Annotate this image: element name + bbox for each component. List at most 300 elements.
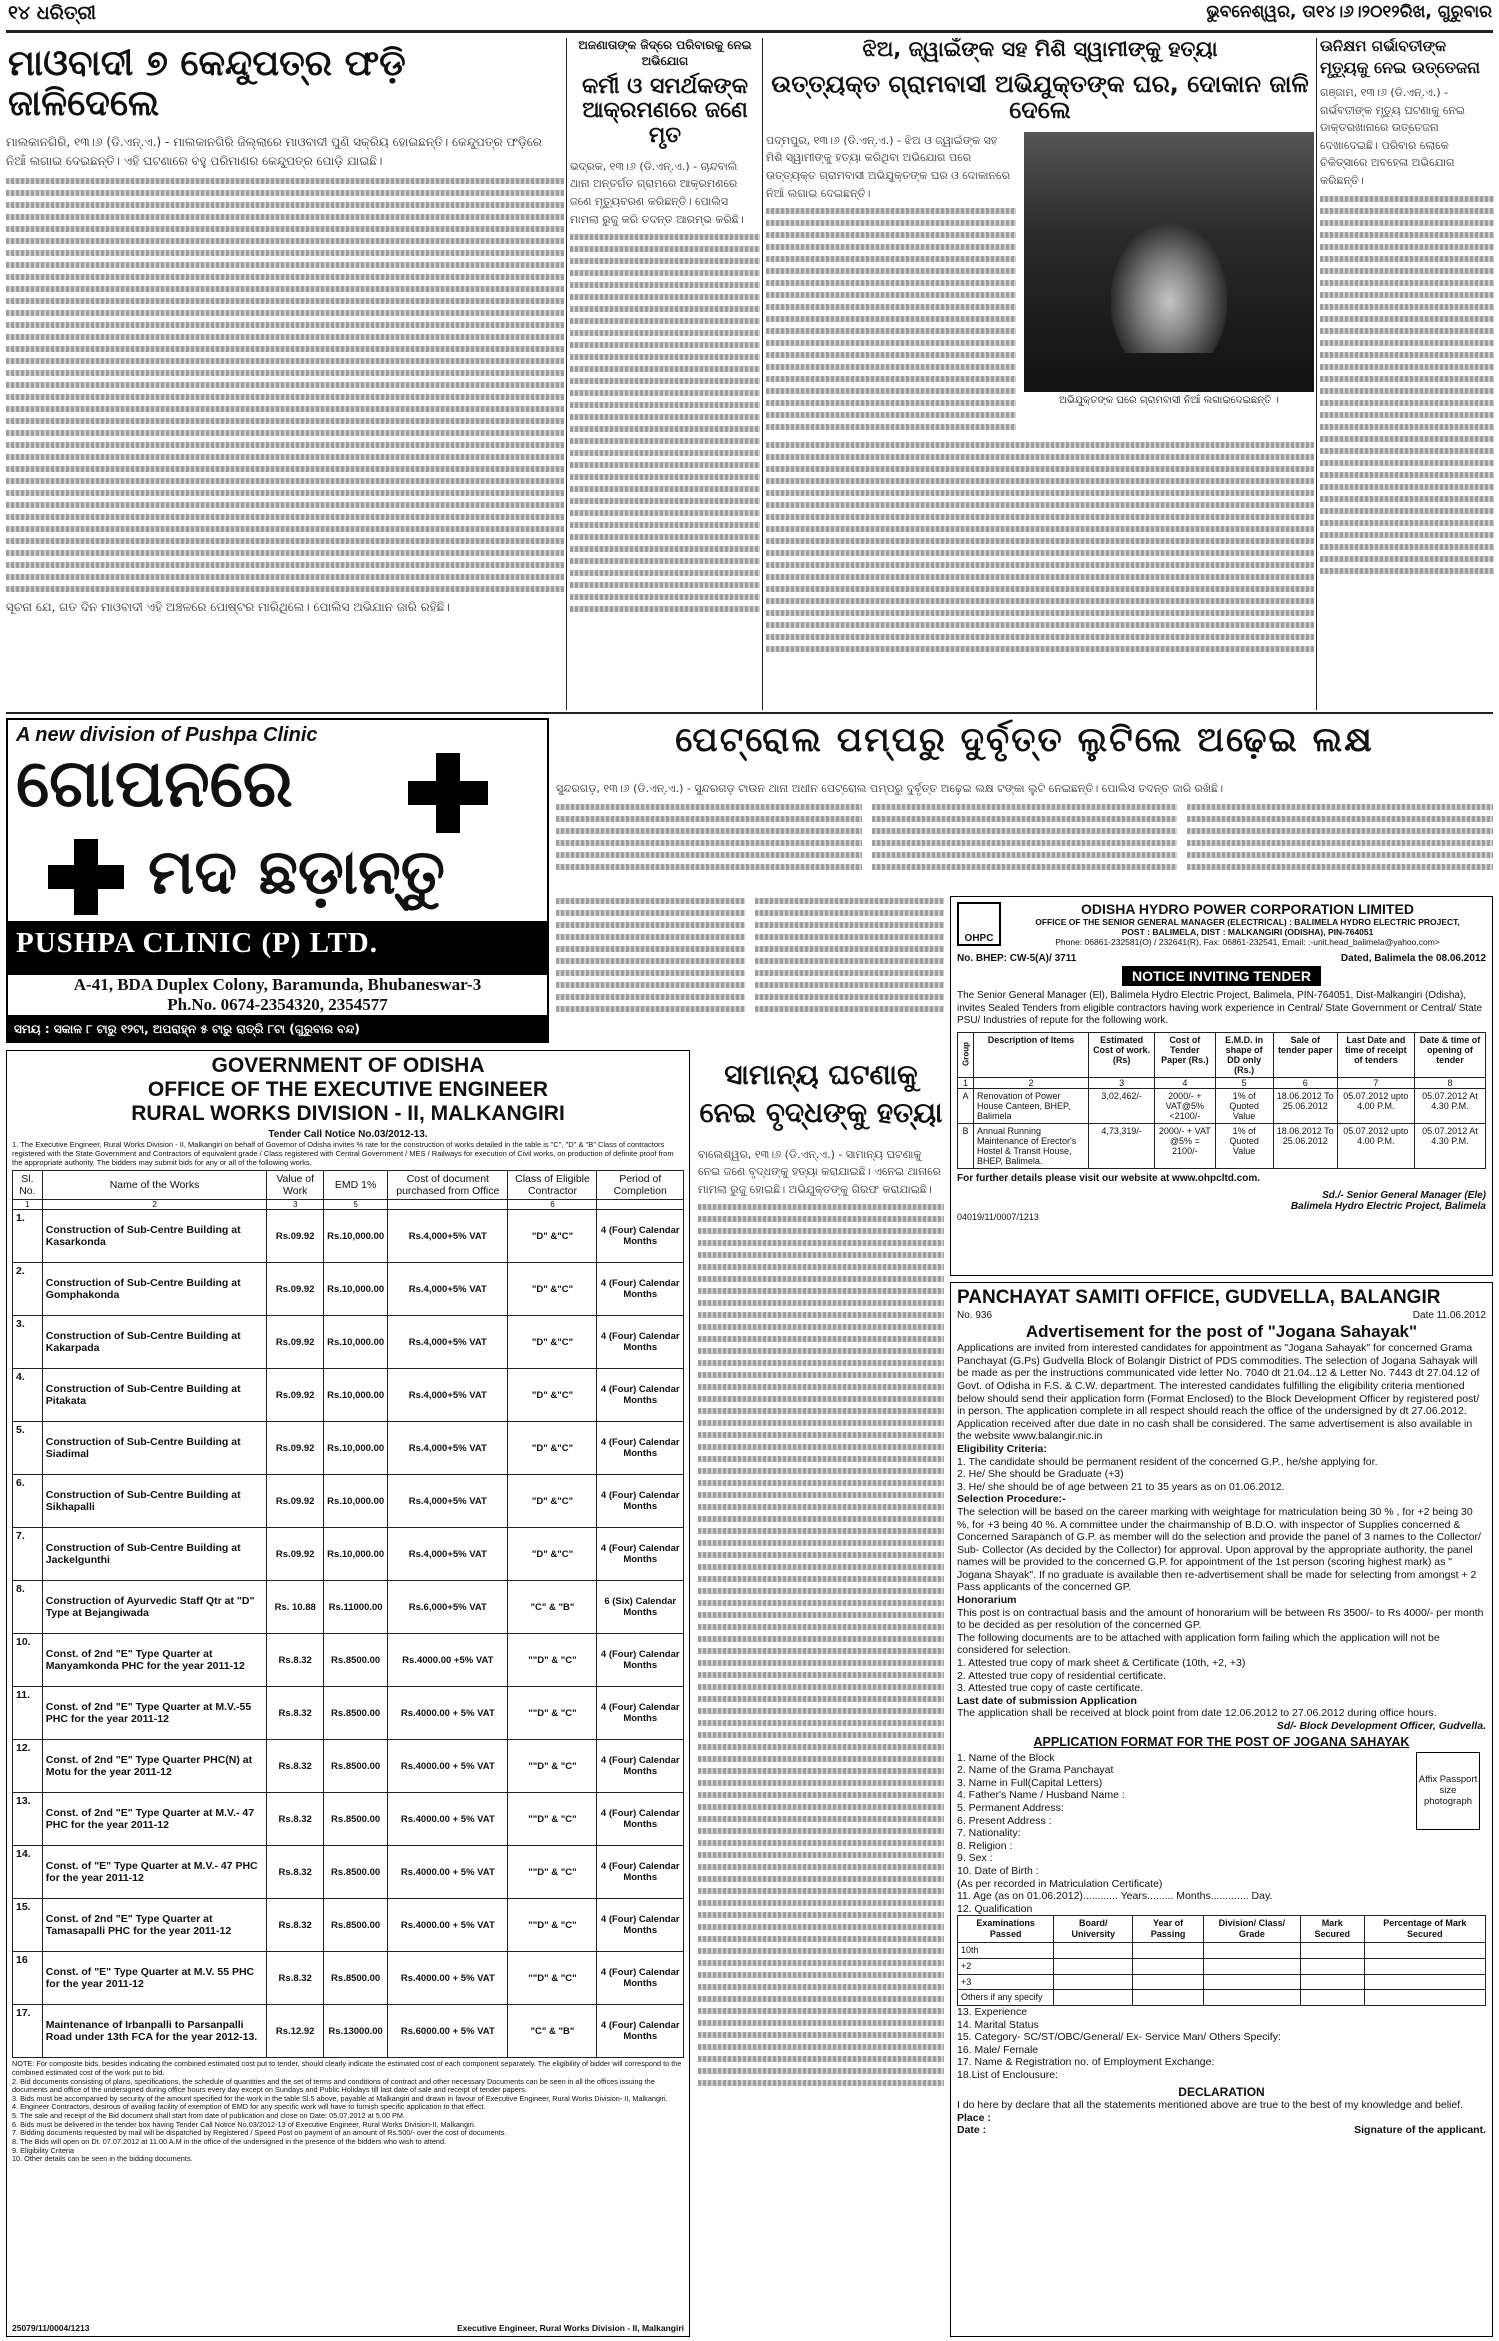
table-cell bbox=[1054, 1958, 1133, 1974]
clause-item: 2. Bid documents consisting of plans, specifications, the schedule of quantities and the set of terms and conditions of contract and other necessary Documents can be seen in all the offices issuing the documents and office of the undersigned during office hours every day except on Sundays and Public Holidays till last date of sale and receipt of tender papers. bbox=[12, 2076, 655, 2095]
table-cell: Const. of 2nd "E" Type Quarter at M.V.-55 PHC for the year 2011-12 bbox=[42, 1687, 267, 1740]
table-cell: Rs.12.92 bbox=[267, 2005, 324, 2058]
column-header: Cost of document purchased from Office bbox=[388, 1171, 508, 1200]
text-line bbox=[698, 1648, 944, 1654]
table-cell: "D" &"C" bbox=[508, 1475, 597, 1528]
text-line bbox=[698, 1276, 944, 1282]
table-cell: Rs.4,000+5% VAT bbox=[388, 1369, 508, 1422]
table-cell: 4 (Four) Calendar Months bbox=[597, 1952, 684, 2005]
table-cell: Rs.8500.00 bbox=[324, 1952, 388, 2005]
table-cell: Rs.09.92 bbox=[267, 1369, 324, 1422]
table-cell: 3,02,462/- bbox=[1089, 1088, 1155, 1123]
table-cell: Const. of 2nd "E" Type Quarter at Tamasapalli PHC for the year 2011-12 bbox=[42, 1899, 267, 1952]
panchayat-selection: The selection will be based on the career marking with weightage for matriculation being 30 % , for +2 being 30 %, for +3 being 40 %. A committee under the chairmanship of B.D.O. with inspector of Supplies concerned & Concerned Sarapanch of G.P. as member will do the selection and provide the panel of 3 names to the Collector/ Sub- Collector (As decided by the Collector) for approval. Upon approval by the appropriate authority, the panel names will be provided to the concerned G.P. for appointment of the 1st person (scoring highest mark) as " Jogana Shayak". If no graduate is available then re-advertisement shall be made for selecting from amongst + 2 Pass applicants of the concerned GP. bbox=[957, 1505, 1481, 1594]
column-header: EMD 1% bbox=[324, 1171, 388, 1200]
column-number: 7 bbox=[1337, 1077, 1414, 1088]
table-cell bbox=[1204, 1942, 1301, 1958]
story-maoist-lead: ମାଲକାନଗିରି, ୧୩।୬ (ଡି.ଏନ୍.ଏ.) - ମାଲକାନଗିରି ଜିଲ୍ଲାରେ ମାଓବାଦୀ ପୁଣି ସକ୍ରିୟ ହୋଇଛନ୍ତି। କେନ୍ଦୁପତ୍ର ଫଡ଼ିରେ ନିଆଁ ଲଗାଇ ଦେଇଛନ୍ତି। ଏହି ଘଟଣାରେ ବହୁ ପରିମାଣର କେନ୍ଦୁପତ୍ର ପୋଡ଼ି ଯାଇଛି। bbox=[6, 135, 542, 169]
table-row bbox=[13, 1475, 684, 1528]
table-cell: Construction of Sub-Centre Building at Pitakata bbox=[42, 1369, 267, 1422]
table-cell: Construction of Sub-Centre Building at Jackelgunthi bbox=[42, 1528, 267, 1581]
fire-photo-caption: ଅଭିଯୁକ୍ତଙ୍କ ଘରେ ଗ୍ରାମବାସୀ ନିଆଁ ଲଗାଇଦେଇଛନ୍ତି । bbox=[1059, 394, 1279, 406]
table-row bbox=[958, 1958, 1486, 1974]
table-cell: 15. bbox=[13, 1899, 43, 1952]
eligibility-item: 2. He/ She should be Graduate (+3) bbox=[957, 1468, 1124, 1481]
form-field: 13. Experience bbox=[957, 2006, 1028, 2019]
table-cell bbox=[1054, 1974, 1133, 1990]
column-header: Examinations Passed bbox=[958, 1916, 1054, 1943]
story-attack-lead: ଭଦ୍ରକ, ୧୩।୬ (ଡି.ଏନ୍.ଏ.) - ଚାନ୍ଦବାଲି ଥାନା ଅନ୍ତର୍ଗତ ଗ୍ରାମରେ ଆକ୍ରମଣରେ ଜଣେ ମୃତ୍ୟୁବରଣ କରିଛନ୍ତି। ପୋଲିସ ମାମଲା ରୁଜୁ କରି ତଦନ୍ତ ଆରମ୍ଭ କରିଛି। bbox=[570, 159, 744, 226]
table-cell: Rs.4000.00 +5% VAT bbox=[388, 1634, 508, 1687]
clause-item: 5. The sale and receipt of the Bid document shall start from date of publication and close on Date: 05.07.2012 at 5.00 PM. bbox=[12, 2111, 405, 2121]
table-cell: ""D" & "C" bbox=[508, 1634, 597, 1687]
ohpc-date: Dated, Balimela the 08.06.2012 bbox=[1340, 953, 1486, 964]
story-maoist-tail: ସୂଚନା ଯେ, ଗତ ଦିନ ମାଓବାଦୀ ଏହି ଅଞ୍ଚଳରେ ପୋଷ୍ଟର ମାରିଥିଲେ। ପୋଲିସ ଅଭିଯାନ ଜାରି ରହିଛି। bbox=[6, 599, 450, 614]
column-header: Division/ Class/ Grade bbox=[1204, 1916, 1301, 1943]
text-line bbox=[698, 1900, 944, 1906]
table-cell bbox=[1133, 1942, 1204, 1958]
text-line bbox=[698, 1612, 944, 1618]
table-cell: 13. bbox=[13, 1793, 43, 1846]
table-row bbox=[13, 1846, 684, 1899]
table-cell: Rs.4,000+5% VAT bbox=[388, 1316, 508, 1369]
table-cell: 4 (Four) Calendar Months bbox=[597, 1740, 684, 1793]
table-cell: Renovation of Power House Canteen, BHEP, Balimela bbox=[974, 1088, 1089, 1123]
rwd-h2: OFFICE OF THE EXECUTIVE ENGINEER bbox=[147, 1078, 549, 1102]
text-line bbox=[698, 2080, 944, 2086]
form-field: 6. Present Address : bbox=[957, 1814, 1052, 1827]
table-cell bbox=[1364, 1990, 1485, 2006]
text-line bbox=[698, 1384, 944, 1390]
table-cell: Const. of 2nd "E" Type Quarter at Manyamkonda PHC for the year 2011-12 bbox=[42, 1634, 267, 1687]
text-line bbox=[698, 1996, 944, 2002]
table-cell: Rs.09.92 bbox=[267, 1422, 324, 1475]
table-cell: 10. bbox=[13, 1634, 43, 1687]
table-cell bbox=[1133, 1958, 1204, 1974]
table-cell: 4. bbox=[13, 1369, 43, 1422]
table-row bbox=[958, 1088, 1486, 1123]
column-header: Estimated Cost of work. (Rs) bbox=[1089, 1032, 1155, 1077]
column-number: 5 bbox=[1215, 1077, 1273, 1088]
table-cell: Construction of Sub-Centre Building at Kasarkonda bbox=[42, 1210, 267, 1263]
table-cell: Rs.09.92 bbox=[267, 1475, 324, 1528]
column-header: Class of Eligible Contractor bbox=[508, 1171, 597, 1200]
form-field: 17. Name & Registration no. of Employment Exchange: bbox=[957, 2056, 1215, 2069]
table-cell: Const. of 2nd "E" Type Quarter at M.V.- 47 PHC for the year 2011-12 bbox=[42, 1793, 267, 1846]
panchayat-form-fields-2 bbox=[957, 2006, 1486, 2082]
table-cell: 05.07.2012 upto 4.00 P.M. bbox=[1337, 1123, 1414, 1168]
text-line bbox=[698, 1480, 944, 1486]
table-cell: Rs.4,000+5% VAT bbox=[388, 1263, 508, 1316]
document-item: 3. Attested true copy of caste certificate. bbox=[957, 1682, 1144, 1695]
text-line bbox=[698, 1540, 944, 1546]
table-cell: Construction of Sub-Centre Building at Kakarpada bbox=[42, 1316, 267, 1369]
table-row bbox=[13, 1740, 684, 1793]
text-line bbox=[698, 1624, 944, 1630]
table-cell: 8. bbox=[13, 1581, 43, 1634]
story-petrol bbox=[556, 780, 1493, 892]
clause-item: 4. Engineer Contractors, desirous of availing facility of exemption of EMD for any specific work will have to furnish specific application to that effect. bbox=[12, 2102, 486, 2112]
table-cell: 4 (Four) Calendar Months bbox=[597, 1793, 684, 1846]
table-cell: Rs.8500.00 bbox=[324, 1740, 388, 1793]
table-cell: 4 (Four) Calendar Months bbox=[597, 1422, 684, 1475]
table-cell: Rs.10,000.00 bbox=[324, 1369, 388, 1422]
ohpc-tender bbox=[950, 896, 1493, 1276]
table-cell: Construction of Ayurvedic Staff Qtr at "D" Type at Bejangiwada bbox=[42, 1581, 267, 1634]
column-number bbox=[388, 1200, 508, 1210]
table-row bbox=[958, 1990, 1486, 2006]
rwd-footer-sign: Executive Engineer, Rural Works Division - II, Malkangiri bbox=[456, 2323, 684, 2333]
table-cell: 4 (Four) Calendar Months bbox=[597, 1687, 684, 1740]
table-cell: 10th bbox=[958, 1942, 1054, 1958]
text-line bbox=[698, 1360, 944, 1366]
form-field: 16. Male/ Female bbox=[957, 2043, 1039, 2056]
table-cell: Rs.8.32 bbox=[267, 1846, 324, 1899]
table-cell: Const. of 2nd "E" Type Quarter PHC(N) at Motu for the year 2011-12 bbox=[42, 1740, 267, 1793]
table-row bbox=[958, 1974, 1486, 1990]
cross-icon bbox=[48, 839, 124, 915]
ohpc-sign2: Balimela Hydro Electric Project, Balimela bbox=[1290, 1200, 1486, 1212]
rwd-note: NOTE: For composite bids, besides indicating the combined estimated cost put to tender, should clearly indicate the estimated cost of each component separately. The eligibility of bidder will correspond to the combined estimated cost of the work put to bid. bbox=[12, 2059, 682, 2078]
table-row bbox=[958, 1942, 1486, 1958]
table-cell: 17. bbox=[13, 2005, 43, 2058]
text-line bbox=[698, 1528, 944, 1534]
story-murder-lead: ପଦ୍ମପୁର, ୧୩।୬ (ଡି.ଏନ୍.ଏ.) - ଝିଅ ଓ ଜ୍ୱାଇଁଙ୍କ ସହ ମିଶି ସ୍ୱାମୀଙ୍କୁ ହତ୍ୟା କରିଥିବା ଅଭିଯୋଗ ପରେ ଉତ୍ତ୍ୟକ୍ତ ଗ୍ରାମବାସୀ ଅଭିଯୁକ୍ତଙ୍କ ଘର ଓ ଦୋକାନରେ ନିଆଁ ଲଗାଇ ଦେଇଛନ୍ତି। bbox=[766, 133, 1010, 200]
table-cell: Rs.4000.00 + 5% VAT bbox=[388, 1952, 508, 2005]
table-row bbox=[13, 1422, 684, 1475]
table-cell: Rs.8500.00 bbox=[324, 1846, 388, 1899]
table-cell bbox=[1300, 1958, 1364, 1974]
decl-text: I do here by declare that all the statements mentioned above are true to the best of my knowledge and belief. bbox=[957, 2099, 1464, 2112]
table-cell: Rs.10,000.00 bbox=[324, 1316, 388, 1369]
story-pregnant bbox=[1320, 38, 1494, 710]
story-minor-lead: ବାଲେଶ୍ୱର, ୧୩।୬ (ଡି.ଏନ୍.ଏ.) - ସାମାନ୍ୟ ଘଟଣାକୁ ନେଇ ଜଣେ ବୃଦ୍ଧଙ୍କୁ ହତ୍ୟା କରାଯାଇଛି। ଏନେଇ ଥାନାରେ ମାମଲା ରୁଜୁ ହୋଇଛି। ଅଭିଯୁକ୍ତଙ୍କୁ ଗିରଫ କରାଯାଇଛି। bbox=[698, 1147, 941, 1196]
column-number: 4 bbox=[1155, 1077, 1215, 1088]
table-cell: +3 bbox=[958, 1974, 1054, 1990]
table-cell: Rs.4000.00 + 5% VAT bbox=[388, 1687, 508, 1740]
table-cell: Rs.8.32 bbox=[267, 1634, 324, 1687]
pushpa-clinic-ad bbox=[6, 718, 549, 1043]
text-line bbox=[698, 1396, 944, 1402]
table-cell bbox=[1204, 1958, 1301, 1974]
rwd-table bbox=[12, 1170, 684, 2058]
table-cell: Rs.10,000.00 bbox=[324, 1475, 388, 1528]
table-cell: +2 bbox=[958, 1958, 1054, 1974]
story-attack-headline: କର୍ମୀ ଓ ସମର୍ଥକଙ୍କ ଆକ୍ରମଣରେ ଜଣେ ମୃତ bbox=[582, 74, 748, 148]
text-line bbox=[698, 1660, 944, 1666]
clause-item: 7. Bidding documents requested by mail will be dispatched by Registered / Speed Post on payment of an amount of Rs.500/- over the cost of documents. bbox=[12, 2128, 507, 2138]
cross-icon bbox=[408, 753, 488, 833]
text-line bbox=[698, 1744, 944, 1750]
text-line bbox=[698, 1300, 944, 1306]
table-cell: 11. bbox=[13, 1687, 43, 1740]
table-cell: Rs.8.32 bbox=[267, 1687, 324, 1740]
rwd-h3: RURAL WORKS DIVISION - II, MALKANGIRI bbox=[131, 1102, 565, 1126]
text-line bbox=[698, 1768, 944, 1774]
applicant-signature: Signature of the applicant. bbox=[1354, 2124, 1486, 2137]
rwd-clauses bbox=[12, 2078, 684, 2164]
story-maoist-headline: ମାଓବାଦୀ ୭ କେନ୍ଦୁପତ୍ର ଫଡ଼ି ଜାଳିଦେଲେ bbox=[8, 43, 406, 124]
table-cell: Const. of "E" Type Quarter at M.V.- 47 PHC for the year 2011-12 bbox=[42, 1846, 267, 1899]
table-row bbox=[13, 1687, 684, 1740]
table-cell: Rs.11000.00 bbox=[324, 1581, 388, 1634]
text-line bbox=[698, 1816, 944, 1822]
clause-item: 10. Other details can be seen in the bidding documents. bbox=[12, 2154, 193, 2164]
text-line bbox=[698, 1372, 944, 1378]
table-cell: 2. bbox=[13, 1263, 43, 1316]
column-header: Description of Items bbox=[974, 1032, 1089, 1077]
rwd-h1: GOVERNMENT OF ODISHA bbox=[211, 1054, 485, 1077]
table-cell: ""D" & "C" bbox=[508, 1899, 597, 1952]
table-cell: 3. bbox=[13, 1316, 43, 1369]
text-line bbox=[698, 1936, 944, 1942]
pushpa-line2: ମଦ ଛଡ଼ାନ୍ତୁ bbox=[148, 835, 445, 908]
ohpc-table bbox=[957, 1032, 1486, 1169]
table-cell bbox=[1300, 1974, 1364, 1990]
table-cell: Rs.8500.00 bbox=[324, 1687, 388, 1740]
column-number: 8 bbox=[1414, 1077, 1485, 1088]
table-row bbox=[13, 1316, 684, 1369]
text-line bbox=[698, 1804, 944, 1810]
text-line bbox=[698, 1204, 944, 1210]
table-cell: Rs.8.32 bbox=[267, 1899, 324, 1952]
table-cell: Rs.6,000+5% VAT bbox=[388, 1581, 508, 1634]
ohpc-sub2: POST : BALIMELA, DIST : MALKANGIRI (ODISHA), PIN-764051 bbox=[1121, 927, 1374, 937]
text-line bbox=[698, 1336, 944, 1342]
table-cell: Maintenance of Irbanpalli to Parsanpalli Road under 13th FCA for the year 2012-13. bbox=[42, 2005, 267, 2058]
story-petrol-lead: ସୁନ୍ଦରଗଡ଼, ୧୩।୬ (ଡି.ଏନ୍.ଏ.) - ସୁନ୍ଦରଗଡ଼ ଟାଉନ ଥାନା ଅଧୀନ ପେଟ୍ରୋଲ ପମ୍ପରୁ ଦୁର୍ବୃତ୍ତ ଅଢ଼େଇ ଲକ୍ଷ ଟଙ୍କା ଲୁଟି ନେଇଛନ୍ତି। ପୋଲିସ ତଦନ୍ତ ଜାରି ରଖିଛି। bbox=[556, 782, 1224, 795]
table-cell bbox=[1054, 1942, 1133, 1958]
panchayat-lastdate-title: Last date of submission Application bbox=[957, 1694, 1137, 1707]
decl-title: DECLARATION bbox=[1178, 2084, 1265, 2099]
table-row bbox=[13, 1899, 684, 1952]
ohpc-logo-text: OHPC bbox=[964, 933, 994, 944]
table-cell: 4 (Four) Calendar Months bbox=[597, 1634, 684, 1687]
panchayat-title: PANCHAYAT SAMITI OFFICE, GUDVELLA, BALANGIR bbox=[957, 1287, 1441, 1308]
text-line bbox=[698, 1288, 944, 1294]
ohpc-sign1: Sd./- Senior General Manager (Ele) bbox=[1322, 1189, 1486, 1201]
ohpc-contact: Phone: 06861-232581(O) / 232641(R), Fax: 06861-232541, Email: :-unit.head_balimela@yahoo.com> bbox=[1055, 937, 1440, 947]
text-line bbox=[698, 1468, 944, 1474]
text-line bbox=[698, 1240, 944, 1246]
form-field: 4. Father's Name / Husband Name : bbox=[957, 1789, 1125, 1802]
column-number: 1 bbox=[13, 1200, 43, 1210]
rwd-tender bbox=[6, 1050, 690, 2337]
story-murder-headline: ଉତ୍ତ୍ୟକ୍ତ ଗ୍ରାମବାସୀ ଅଭିଯୁକ୍ତଙ୍କ ଘର, ଦୋକାନ ଜାଳି ଦେଲେ bbox=[771, 70, 1309, 125]
column-header: Last Date and time of receipt of tenders bbox=[1337, 1032, 1414, 1077]
table-cell: Rs.4,000+5% VAT bbox=[388, 1475, 508, 1528]
panchayat-format-title: APPLICATION FORMAT FOR THE POST OF JOGANA SAHAYAK bbox=[1033, 1734, 1410, 1749]
table-cell: 4,73,319/- bbox=[1089, 1123, 1155, 1168]
table-row bbox=[958, 1123, 1486, 1168]
text-line bbox=[698, 1636, 944, 1642]
table-row bbox=[13, 1263, 684, 1316]
table-cell: Rs.10,000.00 bbox=[324, 1210, 388, 1263]
table-cell: Rs.10,000.00 bbox=[324, 1263, 388, 1316]
text-line bbox=[698, 2068, 944, 2074]
panchayat-lastdate: The application shall be received at block point from date 12.06.2012 to 27.06.2012 during office hours. bbox=[957, 1707, 1437, 1720]
table-cell: 4 (Four) Calendar Months bbox=[597, 1899, 684, 1952]
column-number: 6 bbox=[508, 1200, 597, 1210]
table-cell: ""D" & "C" bbox=[508, 1793, 597, 1846]
table-cell: Construction of Sub-Centre Building at Sikhapalli bbox=[42, 1475, 267, 1528]
table-cell bbox=[1133, 1974, 1204, 1990]
column-header: Year of Passing bbox=[1133, 1916, 1204, 1943]
text-line bbox=[698, 1684, 944, 1690]
column-number: 3 bbox=[1089, 1077, 1155, 1088]
text-line bbox=[698, 1672, 944, 1678]
date-label: Date : bbox=[957, 2124, 987, 2137]
story-pregnant-kicker: ଊନିକ୍ଷମ ଗର୍ଭାବତୀଙ୍କ bbox=[1320, 38, 1447, 55]
story-petrol-cont bbox=[556, 892, 944, 1044]
form-field: 3. Name in Full(Capital Letters) bbox=[957, 1776, 1103, 1789]
column-header: Name of the Works bbox=[42, 1171, 267, 1200]
page-number-label: ୧୪ ଧରିତ୍ରୀ bbox=[8, 2, 97, 24]
table-cell bbox=[1300, 1990, 1364, 2006]
eligibility-item: 3. He/ she should be of age between 21 to 35 years as on 01.06.2012. bbox=[957, 1480, 1285, 1493]
table-cell bbox=[1300, 1942, 1364, 1958]
panchayat-eligibility-title: Eligibility Criteria: bbox=[957, 1442, 1047, 1455]
form-field: 11. Age (as on 01.06.2012)............ Years......... Months............. Day. bbox=[957, 1890, 1273, 1903]
panchayat-docs-intro: The following documents are to be attached with application form failing which the application will not be considered for selection. bbox=[957, 1631, 1440, 1657]
text-line bbox=[698, 1864, 944, 1870]
pushpa-line1: ଗୋପନରେ bbox=[16, 745, 293, 822]
table-cell: 4 (Four) Calendar Months bbox=[597, 1528, 684, 1581]
table-cell: 6 (Six) Calendar Months bbox=[597, 1581, 684, 1634]
story-minor-body bbox=[698, 1204, 944, 2086]
table-cell: 1. bbox=[13, 1210, 43, 1263]
table-cell: 12. bbox=[13, 1740, 43, 1793]
story-petrol-headline: ପେଟ୍ରୋଲ ପମ୍ପରୁ ଦୁର୍ବୃତ୍ତ ଲୁଟିଲେ ଅଢ଼େଇ ଲକ୍ଷ bbox=[675, 720, 1374, 760]
rwd-footer-code: 25079/11/0004/1213 bbox=[12, 2323, 90, 2333]
column-header: Percentage of Mark Secured bbox=[1364, 1916, 1485, 1943]
table-cell: Rs.4000.00 + 5% VAT bbox=[388, 1793, 508, 1846]
text-line bbox=[698, 1600, 944, 1606]
table-cell: ""D" & "C" bbox=[508, 1846, 597, 1899]
story-attack-kicker: ଅଜଣାତାଙ୍କ ଜିଦ୍ରେ ପରିବାରକୁ ନେଇ ଅଭିଯୋଗ bbox=[578, 38, 752, 68]
text-line bbox=[698, 1984, 944, 1990]
form-field: 18.List of Enclousure: bbox=[957, 2069, 1058, 2082]
text-line bbox=[698, 1876, 944, 1882]
panchayat-selection-title: Selection Procedure:- bbox=[957, 1493, 1066, 1506]
text-line bbox=[698, 1924, 944, 1930]
column-header: Group bbox=[958, 1032, 974, 1077]
panchayat-bdo-sign: Sd/- Block Development Officer, Gudvella. bbox=[1276, 1720, 1486, 1732]
table-cell: Rs.4000.00 + 5% VAT bbox=[388, 1899, 508, 1952]
column-number: 2 bbox=[974, 1077, 1089, 1088]
text-line bbox=[698, 1228, 944, 1234]
text-line bbox=[698, 1756, 944, 1762]
table-cell: 14. bbox=[13, 1846, 43, 1899]
panchayat-para1: Applications are invited from interested candidates for appointment as "Jogana Sahayak" for concerned Grama Panchayat (G.Ps) Gudvella Block of Bolangir District of PDS commodities. The selection of Jogana Sahayak will be made as per the instructions communicated vide letter No. 7040 dt 21.04..12 & Letter No. 7443 dt 27.04.12 of Govt. of Odisha in F.S. & C.W. department. The interested candidates fulfilling the eligibility criteria mentioned below should send their application form (Format Enclosed) to the Block Development Officer by registered post/ in person. The application complete in all respect should reach the office of the undersigned by dt 27.06.2012. Application received after due date in no cash shall be considered. The same advertisement is also available in the website www.balangir.nic.in bbox=[957, 1342, 1480, 1443]
text-line bbox=[698, 1588, 944, 1594]
table-cell: Rs.09.92 bbox=[267, 1316, 324, 1369]
form-field: 14. Marital Status bbox=[957, 2018, 1039, 2031]
text-line bbox=[698, 1252, 944, 1258]
panchayat-honorarium: This post is on contractual basis and the amount of honorarium will be between Rs 3500/- to Rs 4000/- per month to be decided as per resolution of the concerned GP. bbox=[957, 1606, 1484, 1632]
text-line bbox=[698, 1972, 944, 1978]
text-line bbox=[698, 1708, 944, 1714]
table-cell: 5. bbox=[13, 1422, 43, 1475]
qualification-table bbox=[957, 1915, 1486, 2006]
rwd-notice-no: Tender Call Notice No.03/2012-13. bbox=[268, 1129, 428, 1141]
ohpc-sub1: OFFICE OF THE SENIOR GENERAL MANAGER (ELECTRICAL) : BALIMELA HYDRO ELECTRIC PROJECT, bbox=[1035, 917, 1460, 927]
form-field: 12. Qualification bbox=[957, 1902, 1033, 1915]
table-cell: 4 (Four) Calendar Months bbox=[597, 1263, 684, 1316]
table-cell: 1% of Quoted Value bbox=[1215, 1088, 1273, 1123]
table-cell: Rs.4000.00 + 5% VAT bbox=[388, 1740, 508, 1793]
table-cell: Construction of Sub-Centre Building at Gomphakonda bbox=[42, 1263, 267, 1316]
form-field: 15. Category- SC/ST/OBC/General/ Ex- Service Man/ Others Specify: bbox=[957, 2031, 1281, 2044]
table-row bbox=[13, 1634, 684, 1687]
table-cell: 4 (Four) Calendar Months bbox=[597, 2005, 684, 2058]
text-line bbox=[698, 1696, 944, 1702]
table-cell: 16 bbox=[13, 1952, 43, 2005]
column-number: 5 bbox=[324, 1200, 388, 1210]
table-cell bbox=[1364, 1974, 1485, 1990]
table-cell: "D" &"C" bbox=[508, 1528, 597, 1581]
text-line bbox=[698, 1444, 944, 1450]
text-line bbox=[698, 1732, 944, 1738]
clause-item: 9. Eligibility Criteria bbox=[12, 2145, 75, 2155]
table-cell: 4 (Four) Calendar Months bbox=[597, 1369, 684, 1422]
panchayat-no: No. 936 bbox=[957, 1309, 993, 1321]
table-cell: 18.06.2012 To 25.06.2012 bbox=[1273, 1123, 1337, 1168]
text-line bbox=[698, 1456, 944, 1462]
table-cell: Rs.09.92 bbox=[267, 1263, 324, 1316]
panchayat-honorarium-title: Honorarium bbox=[957, 1594, 1017, 1607]
column-number: 6 bbox=[1273, 1077, 1337, 1088]
ohpc-notice-title: NOTICE INVITING TENDER bbox=[1122, 966, 1321, 986]
ohpc-code: 04019/11/0007/1213 bbox=[957, 1211, 1039, 1222]
column-number bbox=[597, 1200, 684, 1210]
story-minor bbox=[698, 1050, 944, 2337]
story-murder-kicker: ଝିଅ, ଜ୍ୱାଇଁଙ୍କ ସହ ମିଶି ସ୍ୱାମୀଙ୍କୁ ହତ୍ୟା bbox=[862, 38, 1218, 61]
table-cell: Rs.4000.00 + 5% VAT bbox=[388, 1846, 508, 1899]
table-cell: Rs.8500.00 bbox=[324, 1899, 388, 1952]
dateline: ଭୁବନେଶ୍ୱର, ତା୧୪।୬।୨୦୧୨ରିଖ, ଗୁରୁବାର bbox=[1206, 2, 1492, 22]
text-line bbox=[698, 1324, 944, 1330]
table-cell bbox=[1204, 1974, 1301, 1990]
column-header: Period of Completion bbox=[597, 1171, 684, 1200]
table-cell: 4 (Four) Calendar Months bbox=[597, 1846, 684, 1899]
table-cell: 05.07.2012 At 4.30 P.M. bbox=[1414, 1088, 1485, 1123]
form-field: 2. Name of the Grama Panchayat bbox=[957, 1764, 1114, 1777]
table-cell: "D" &"C" bbox=[508, 1263, 597, 1316]
clause-item: 3. Bids must be accompanied by security of the amount specified for the work in the table Sl.5 above, payable at Malkangiri and drawn in favour of Executive Engineer, Rural Works Division- II, Malkangiri. bbox=[12, 2093, 668, 2103]
table-cell: 2000/- + VAT @5% = 2100/- bbox=[1155, 1123, 1215, 1168]
table-cell: ""D" & "C" bbox=[508, 1687, 597, 1740]
text-line bbox=[698, 2056, 944, 2062]
ohpc-website: For further details please visit our website at www.ohpcltd.com. bbox=[957, 1172, 1261, 1184]
text-line bbox=[698, 2008, 944, 2014]
text-line bbox=[698, 1720, 944, 1726]
story-maoist bbox=[6, 38, 564, 710]
table-cell: Rs.6000.00 + 5% VAT bbox=[388, 2005, 508, 2058]
text-line bbox=[698, 1408, 944, 1414]
table-cell: "D" &"C" bbox=[508, 1210, 597, 1263]
form-field: 5. Permanent Address: bbox=[957, 1801, 1064, 1814]
clause-item: 8. The Bids will open on Dt. 07.07.2012 at 11.00 A.M in the office of the undersigned in the presence of the bidders who wish to attend. bbox=[12, 2136, 447, 2146]
table-cell: ""D" & "C" bbox=[508, 1740, 597, 1793]
table-cell: B bbox=[958, 1123, 974, 1168]
eligibility-item: 1. The candidate should be permanent resident of the concerned G.P., he/she applying for. bbox=[957, 1455, 1378, 1468]
text-line bbox=[698, 1216, 944, 1222]
table-cell: "D" &"C" bbox=[508, 1422, 597, 1475]
text-line bbox=[698, 1312, 944, 1318]
text-line bbox=[698, 1888, 944, 1894]
table-cell: Rs.8.32 bbox=[267, 1952, 324, 2005]
